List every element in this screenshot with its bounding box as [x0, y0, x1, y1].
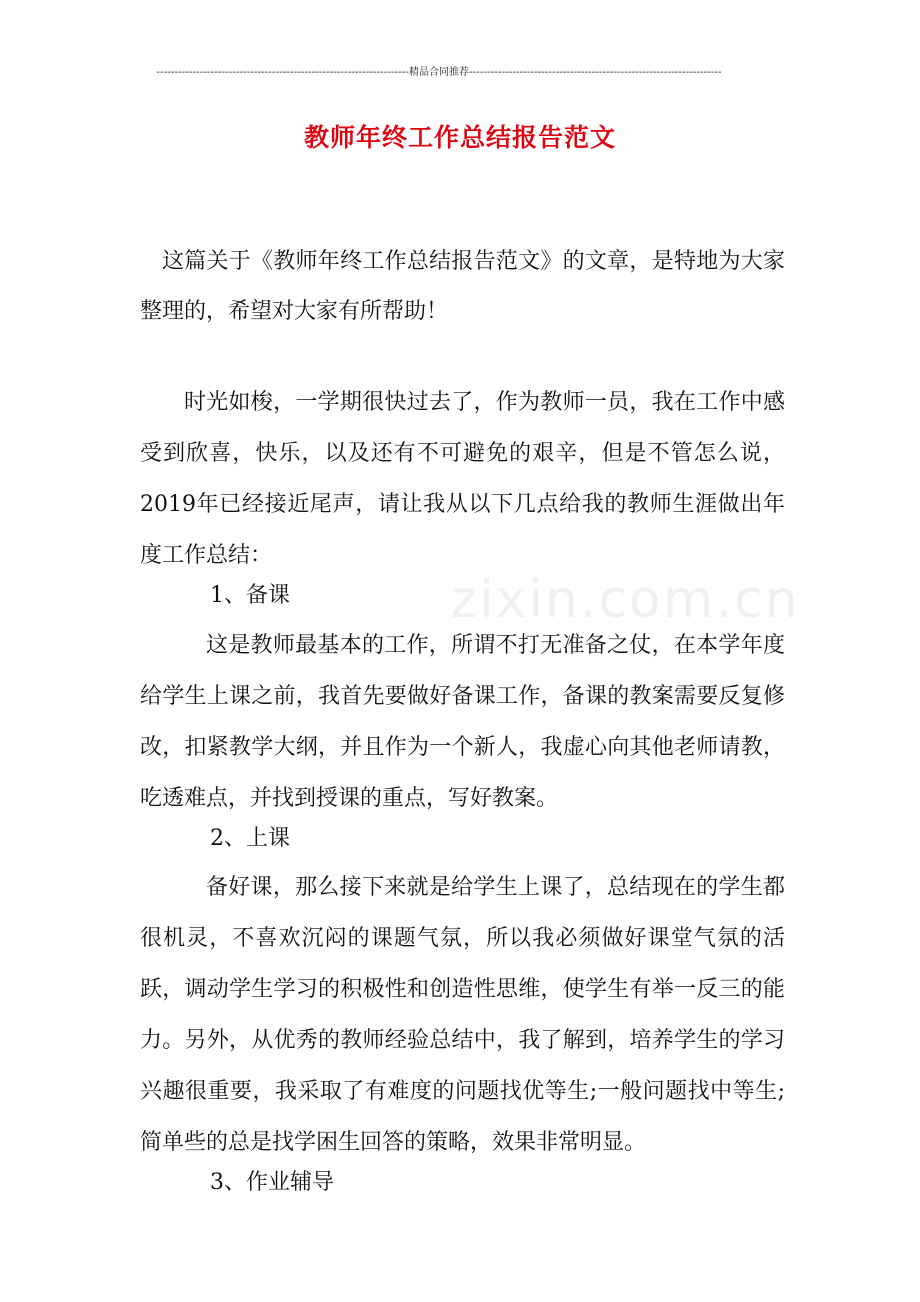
- intro-paragraph: 这篇关于《教师年终工作总结报告范文》的文章，是特地为大家整理的，希望对大家有所帮助！: [140, 249, 785, 324]
- opening-paragraph: 时光如梭，一学期很快过去了，作为教师一员，我在工作中感受到欣喜，快乐，以及还有不可避免的艰辛，但是不管怎么说，2019年已经接近尾声，请让我从以下几点给我的教师生涯做出年度工作总结：: [140, 390, 785, 568]
- watermark: zixin.com.cn: [450, 570, 800, 630]
- section-heading-homework: 3、作业辅导: [210, 1170, 334, 1195]
- section-body-lesson-prep: 这是教师最基本的工作，所谓不打无准备之仗，在本学年度给学生上课之前，我首先要做好备课工作，备课的教案需要反复修改，扣紧教学大纲，并且作为一个新人，我虚心向其他老师请教，吃透难点，并找到授课的重点，写好教案。: [140, 633, 785, 811]
- header-left-dashes: ----------------------------------------------------------------------: [156, 67, 409, 78]
- document-header: [140, 66, 738, 80]
- section-heading-lesson-prep: 1、备课: [210, 583, 290, 608]
- section-body-teaching: 备好课，那么接下来就是给学生上课了，总结现在的学生都很机灵，不喜欢沉闷的课题气氛，所以我必须做好课堂气氛的活跃，调动学生学习的积极性和创造性思维，使学生有举一反三的能力。另外，从优秀的教师经验总结中，我了解到，培养学生的学习兴趣很重要，我采取了有难度的问题找优等生;一般问题找中等生;简单些的总是找学困生回答的策略，效果非常明显。: [140, 875, 785, 1155]
- header-label: 精品合同推荐: [409, 67, 469, 78]
- header-right-dashes: ----------------------------------------------------------------------: [469, 67, 722, 78]
- section-heading-teaching: 2、上课: [210, 826, 290, 851]
- document-title: 教师年终工作总结报告范文: [303, 123, 616, 152]
